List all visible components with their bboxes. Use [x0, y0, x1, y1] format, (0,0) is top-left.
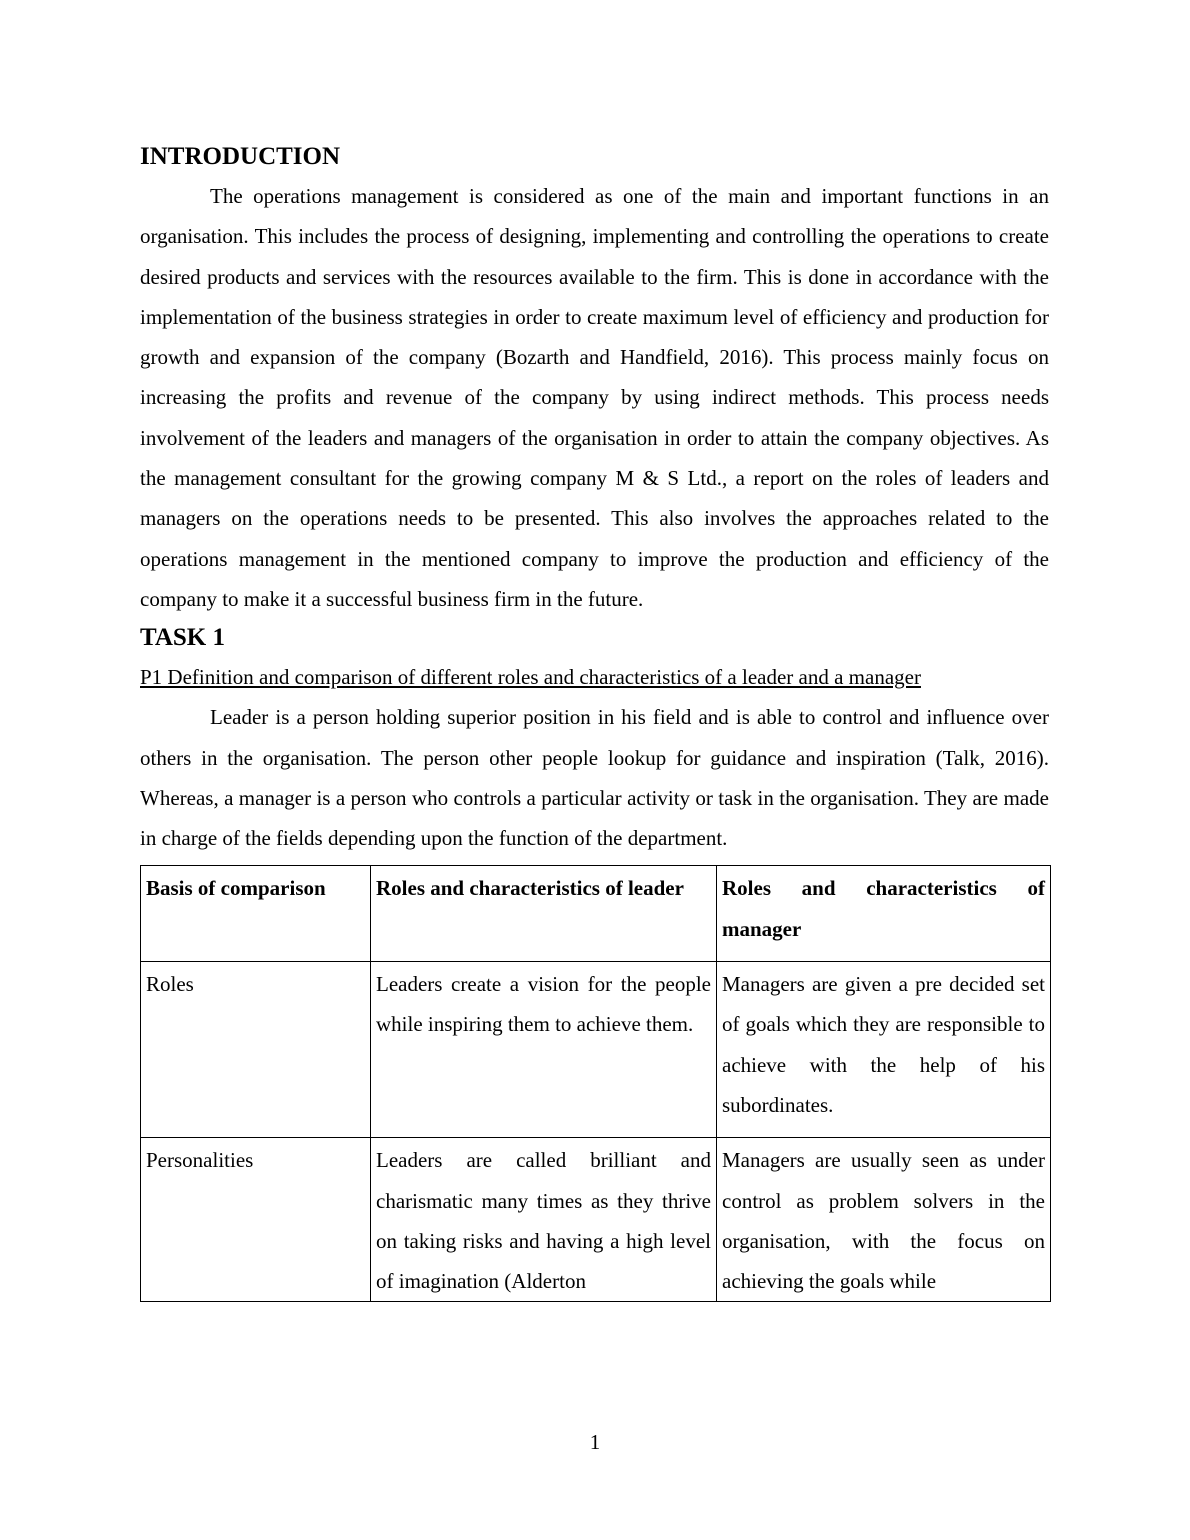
comparison-table	[140, 865, 1051, 1302]
cell-manager: Managers are usually seen as under control as problem solvers in the organisation, with the focus on achieving the goals while	[717, 1138, 1051, 1302]
header-manager: Roles and characteristics of manager	[717, 866, 1051, 962]
cell-basis: Roles	[141, 962, 371, 1138]
introduction-heading: INTRODUCTION	[140, 143, 341, 170]
cell-manager: Managers are given a pre decided set of goals which they are responsible to achieve with the help of his subordinates.	[717, 962, 1051, 1138]
table-row	[141, 1138, 1051, 1302]
cell-leader: Leaders create a vision for the people while inspiring them to achieve them.	[371, 962, 717, 1138]
task1-heading: TASK 1	[140, 624, 225, 652]
introduction-paragraph: The operations management is considered as one of the main and important functions in an organisation. This includes the process of designing, implementing and controlling the operations to create desired products and services with the resources available to the firm. This is done in accordance with the implementation of the business strategies in order to create maximum level of efficiency and production for growth and expansion of the company (Bozarth and Handfield, 2016). This process mainly focus on increasing the profits and revenue of the company by using indirect methods. This process needs involvement of the leaders and managers of the organisation in order to attain the company objectives. As the management consultant for the growing company M & S Ltd., a report on the roles of leaders and managers on the operations needs to be presented. This also involves the approaches related to the operations management in the mentioned company to improve the production and efficiency of the company to make it a successful business firm in the future.	[140, 184, 1049, 611]
table-row	[141, 962, 1051, 1138]
header-leader: Roles and characteristics of leader	[371, 866, 717, 962]
header-basis: Basis of comparison	[141, 866, 371, 962]
table-header-row	[141, 866, 1051, 962]
cell-leader: Leaders are called brilliant and charismatic many times as they thrive on taking risks and having a high level of imagination (Alderton	[371, 1138, 717, 1302]
page-number: 1	[589, 1430, 601, 1454]
p1-subheading: P1 Definition and comparison of different roles and characteristics of a leader and a manager	[140, 665, 921, 690]
cell-basis: Personalities	[141, 1138, 371, 1302]
document-page	[140, 138, 1049, 1302]
task1-paragraph: Leader is a person holding superior position in his field and is able to control and influence over others in the organisation. The person other people lookup for guidance and inspiration (Talk, 2016). Whereas, a manager is a person who controls a particular activity or task in the organisation. They are made in charge of the fields depending upon the function of the department.	[140, 705, 1049, 851]
